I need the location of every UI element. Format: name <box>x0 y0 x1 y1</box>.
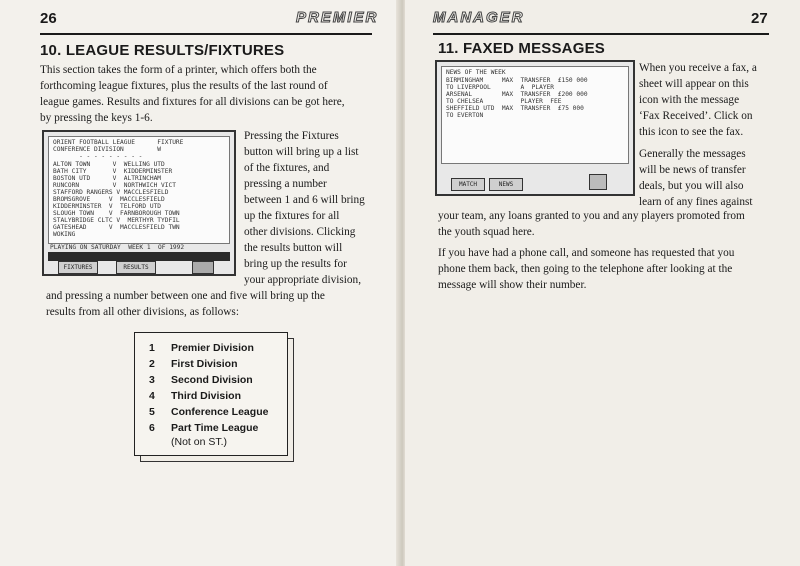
screenshot-line: TO CHELSEA PLAYER FEE <box>446 98 562 105</box>
division-item: 2 First Division <box>149 358 238 370</box>
screenshot-line: RUNCORN V NORTHWICH VICT <box>53 182 176 189</box>
screenshot-line: GATESHEAD V MACCLESFIELD TWN <box>53 224 180 231</box>
status-line: PLAYING ON SATURDAY WEEK 1 OF 1992 <box>50 244 185 251</box>
side-line: Pressing the Fixtures <box>244 130 339 142</box>
page-number: 27 <box>751 10 768 27</box>
printer-icon[interactable] <box>192 261 214 274</box>
screenshot-line: TO LIVERPOOL A PLAYER <box>446 84 555 91</box>
screenshot-line: STAFFORD RANGERS V MACCLESFIELD <box>53 189 169 196</box>
screenshot-line: BOSTON UTD V ALTRINCHAM <box>53 175 162 182</box>
side-line: up the fixtures for all <box>244 210 340 222</box>
side-line: bring up the results for <box>244 258 347 270</box>
side-line: learn of any fines against <box>639 196 753 208</box>
side-line: button will bring up a list <box>244 146 359 158</box>
screenshot-line: TO EVERTON <box>446 112 484 119</box>
full-line: the youth squad here. <box>438 226 535 238</box>
division-item: 6 Part Time League <box>149 422 259 434</box>
fax-screenshot <box>435 60 635 196</box>
intro-line: This section takes the form of a printer, which offers both the <box>40 64 317 76</box>
screenshot-line: - - - - - - - - - <box>53 153 143 160</box>
screenshot-line: ARSENAL MAX TRANSFER £200 000 <box>446 91 588 98</box>
side-line: will be news of transfer <box>639 164 746 176</box>
para2-line: If you have had a phone call, and someone has requested that you <box>438 247 735 259</box>
division-note: (Not on ST.) <box>171 436 228 448</box>
printer-bar <box>48 252 230 261</box>
division-item: 4 Third Division <box>149 390 242 402</box>
printer-paper <box>48 136 230 244</box>
fixtures-button[interactable]: FIXTURES <box>58 261 98 274</box>
para2-line: message will show their number. <box>438 279 587 291</box>
screenshot-line: WOKING <box>53 231 76 238</box>
match-button[interactable]: MATCH <box>451 178 485 191</box>
header-word: PREMIER <box>296 9 379 26</box>
bottom-line: and pressing a number between one and five will bring up the <box>46 290 325 302</box>
side-line: this icon to see the fax. <box>639 126 744 138</box>
side-line: the results button will <box>244 242 343 254</box>
screenshot-line: SLOUGH TOWN V FARNBOROUGH TOWN <box>53 210 180 217</box>
division-item: 5 Conference League <box>149 406 269 418</box>
intro-line: by pressing the keys 1-6. <box>40 112 153 124</box>
screenshot-line: BROMSGROVE V MACCLESFIELD <box>53 196 165 203</box>
fixtures-screenshot <box>42 130 236 276</box>
fax-paper <box>441 66 629 164</box>
page-number: 26 <box>40 10 57 27</box>
intro-line: forthcoming league fixtures, plus the results of the last round of <box>40 80 328 92</box>
side-line: sheet will appear on this <box>639 78 749 90</box>
section-title: 10. LEAGUE RESULTS/FIXTURES <box>40 42 285 59</box>
header-rule <box>40 33 372 35</box>
side-line: your appropriate division, <box>244 274 362 286</box>
screenshot-line: BATH CITY V KIDDERMINSTER <box>53 168 173 175</box>
full-line: your team, any loans granted to you and any players promoted from <box>438 210 745 222</box>
screenshot-line: STALYBRIDGE CLTC V MERTHYR TYDFIL <box>53 217 180 224</box>
division-list <box>134 332 288 456</box>
intro-line: league games. Results and fixtures for all divisions can be got here, <box>40 96 345 108</box>
side-line: of the fixtures, and <box>244 162 330 174</box>
side-line: Generally the messages <box>639 148 746 160</box>
side-line: other divisions. Clicking <box>244 226 356 238</box>
side-line: ‘Fax Received’. Click on <box>639 110 753 122</box>
para2-line: phone them back, then going to the telephone after looking at the <box>438 263 733 275</box>
side-line: pressing a number <box>244 178 327 190</box>
news-button[interactable]: NEWS <box>489 178 523 191</box>
screenshot-line: BIRMINGHAM MAX TRANSFER £150 000 <box>446 77 588 84</box>
results-button[interactable]: RESULTS <box>116 261 156 274</box>
fax-icon[interactable] <box>589 174 607 190</box>
bottom-line: results from all other divisions, as follows: <box>46 306 239 318</box>
header-word: MANAGER <box>433 9 525 26</box>
section-title: 11. FAXED MESSAGES <box>438 40 605 57</box>
screenshot-line: KIDDERMINSTER V TELFORD UTD <box>53 203 162 210</box>
side-line: between 1 and 6 will bring <box>244 194 365 206</box>
screenshot-line: NEWS OF THE WEEK <box>446 69 506 76</box>
side-line: When you receive a fax, a <box>639 62 757 74</box>
screenshot-line: ORIENT FOOTBALL LEAGUE FIXTURE <box>53 139 184 146</box>
right-page <box>405 0 800 566</box>
side-line: deals, but you will also <box>639 180 744 192</box>
side-line: icon with the message <box>639 94 740 106</box>
header-rule <box>433 33 769 35</box>
screenshot-line: CONFERENCE DIVISION W <box>53 146 162 153</box>
screenshot-line: ALTON TOWN V WELLING UTD <box>53 161 165 168</box>
division-item: 3 Second Division <box>149 374 253 386</box>
screenshot-line: SHEFFIELD UTD MAX TRANSFER £75 000 <box>446 105 584 112</box>
division-item: 1 Premier Division <box>149 342 254 354</box>
